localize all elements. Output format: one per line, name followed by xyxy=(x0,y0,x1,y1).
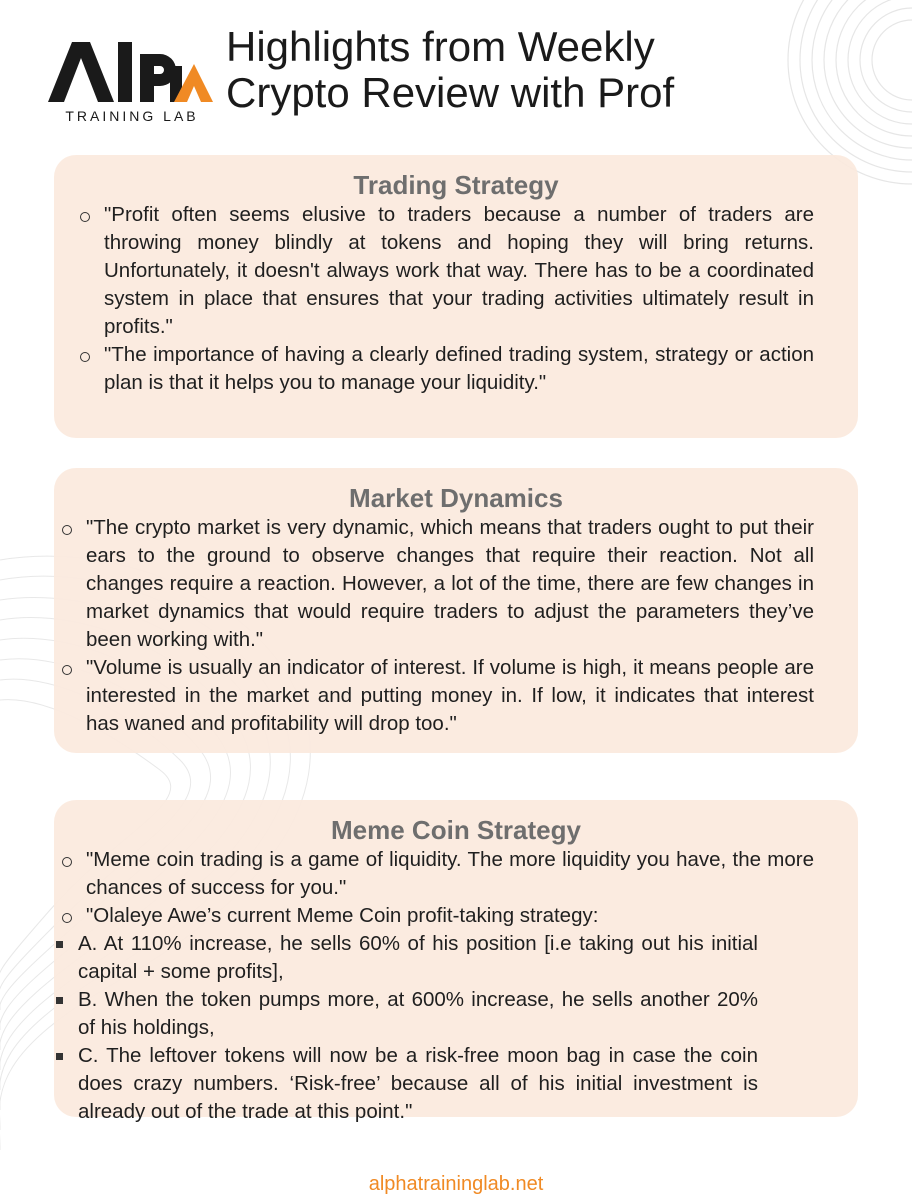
bullet-list xyxy=(104,201,814,397)
list-item: "The crypto market is very dynamic, which means that traders ought to put their ears to the ground to observe changes that require their reaction. Not all changes require a reaction. However, a lot of the time, there are few changes in market dynamics that would require traders to adjust the parameters they’ve been working with." xyxy=(86,514,814,654)
section-title: Meme Coin Strategy xyxy=(331,815,581,845)
section-title: Trading Strategy xyxy=(353,170,559,200)
sub-list-item: A. At 110% increase, he sells 60% of his position [i.e taking out his initial capital + some profits], xyxy=(78,930,758,986)
section-market-dynamics xyxy=(54,468,858,753)
list-item: "Profit often seems elusive to traders because a number of traders are throwing money blindly at tokens and hoping they will bring returns. Unfortunately, it doesn't always work that way. There has to be a coordinated system in place that ensures that your trading activities ultimately result in profits." xyxy=(104,201,814,341)
page-title-line-2: Crypto Review with Prof xyxy=(226,69,675,116)
bullet-list xyxy=(86,514,814,738)
header xyxy=(0,20,912,130)
list-item: "Volume is usually an indicator of interest. If volume is high, it means people are interested in the market and putting money in. If low, it indicates that interest has waned and profitability will drop too." xyxy=(86,654,814,738)
bullet-list xyxy=(86,846,814,930)
list-item: "Olaleye Awe’s current Meme Coin profit-taking strategy: xyxy=(86,902,814,930)
page-title-line-1: Highlights from Weekly xyxy=(226,23,655,70)
list-item: "Meme coin trading is a game of liquidity. The more liquidity you have, the more chances of success for you." xyxy=(86,846,814,902)
sub-list-item: C. The leftover tokens will now be a risk-free moon bag in case the coin does crazy numbers. ‘Risk-free’ because all of his initial investment is already out of the trade at this point." xyxy=(78,1042,758,1126)
alpha-logo-icon xyxy=(48,36,213,104)
alpha-logo xyxy=(48,36,213,126)
sub-bullet-list xyxy=(78,930,758,1126)
section-meme-coin-strategy xyxy=(54,800,858,1123)
section-trading-strategy xyxy=(54,155,858,438)
list-item: "The importance of having a clearly defined trading system, strategy or action plan is that it helps you to manage your liquidity." xyxy=(104,341,814,397)
section-title: Market Dynamics xyxy=(349,483,563,513)
sub-list-item: B. When the token pumps more, at 600% increase, he sells another 20% of his holdings, xyxy=(78,986,758,1042)
logo-subtitle: TRAINING LAB xyxy=(65,108,199,124)
page-title xyxy=(226,24,746,116)
footer-website-link[interactable]: alphatraininglab.net xyxy=(368,1173,544,1195)
